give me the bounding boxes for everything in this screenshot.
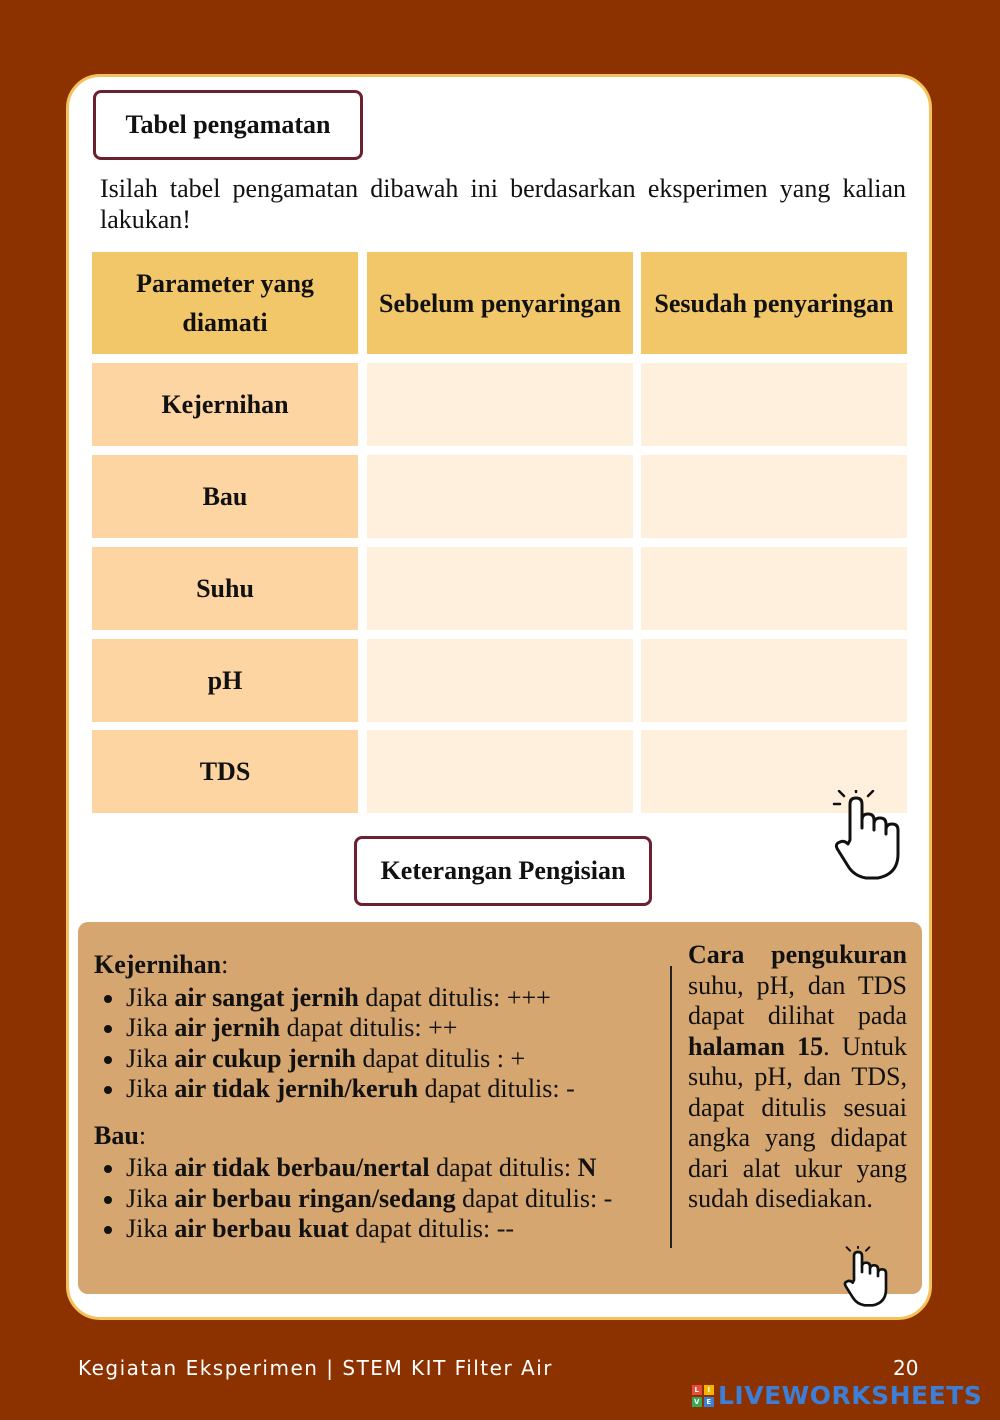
input-after-bau[interactable]	[641, 455, 907, 538]
list-item: • Jika air berbau ringan/sedang dapat ditulis: -	[126, 1184, 674, 1215]
input-after-suhu[interactable]	[641, 547, 907, 630]
input-before-bau[interactable]	[367, 455, 633, 538]
legend-title: Keterangan Pengisian	[354, 836, 652, 906]
input-before-tds[interactable]	[367, 730, 633, 813]
header-parameter: Parameter yang diamati	[92, 252, 358, 354]
measurement-note: Cara pengukuran suhu, pH, dan TDS dapat dilihat pada halaman 15. Untuk suhu, pH, dan TDS, dapat ditulis sesuai angka yang didapat dari alat ukur yang sudah disediakan.	[688, 940, 907, 1213]
footer-text: Kegiatan Eksperimen | STEM KIT Filter Air	[78, 1356, 553, 1380]
legend-guidelines	[94, 950, 674, 1245]
kejernihan-list	[94, 983, 674, 1105]
input-before-kejernihan[interactable]	[367, 363, 633, 446]
input-after-ph[interactable]	[641, 639, 907, 722]
list-item: • Jika air berbau kuat dapat ditulis: --	[126, 1214, 674, 1245]
page-number: 20	[893, 1356, 919, 1380]
tap-hand-small-icon	[842, 1246, 898, 1310]
header-before: Sebelum penyaringan	[367, 252, 633, 354]
param-cell-ph: pH	[92, 639, 358, 722]
input-after-kejernihan[interactable]	[641, 363, 907, 446]
list-item: • Jika air cukup jernih dapat ditulis : +	[126, 1044, 674, 1075]
list-item: • Jika air sangat jernih dapat ditulis: +++	[126, 983, 674, 1014]
input-before-suhu[interactable]	[367, 547, 633, 630]
bau-list	[94, 1153, 674, 1245]
param-cell-bau: Bau	[92, 455, 358, 538]
param-cell-suhu: Suhu	[92, 547, 358, 630]
header-after: Sesudah penyaringan	[641, 252, 907, 354]
param-cell-kejernihan: Kejernihan	[92, 363, 358, 446]
legend-divider	[670, 966, 672, 1248]
kejernihan-heading: Kejernihan:	[94, 950, 229, 979]
input-before-ph[interactable]	[367, 639, 633, 722]
watermark-text: LIVEWORKSHEETS	[718, 1381, 983, 1410]
liveworksheets-logo-icon: L I V E	[692, 1385, 714, 1407]
param-cell-tds: TDS	[92, 730, 358, 813]
page-title: Tabel pengamatan	[93, 90, 363, 160]
bau-heading: Bau:	[94, 1120, 147, 1150]
tap-hand-icon	[832, 790, 916, 884]
liveworksheets-watermark[interactable]	[692, 1381, 982, 1410]
instructions-text: Isilah tabel pengamatan dibawah ini berdasarkan eksperimen yang kalian lakukan!	[100, 174, 906, 234]
list-item: • Jika air jernih dapat ditulis: ++	[126, 1013, 674, 1044]
list-item: • Jika air tidak jernih/keruh dapat ditulis: -	[126, 1074, 674, 1105]
list-item: • Jika air tidak berbau/nertal dapat ditulis: N	[126, 1153, 674, 1184]
